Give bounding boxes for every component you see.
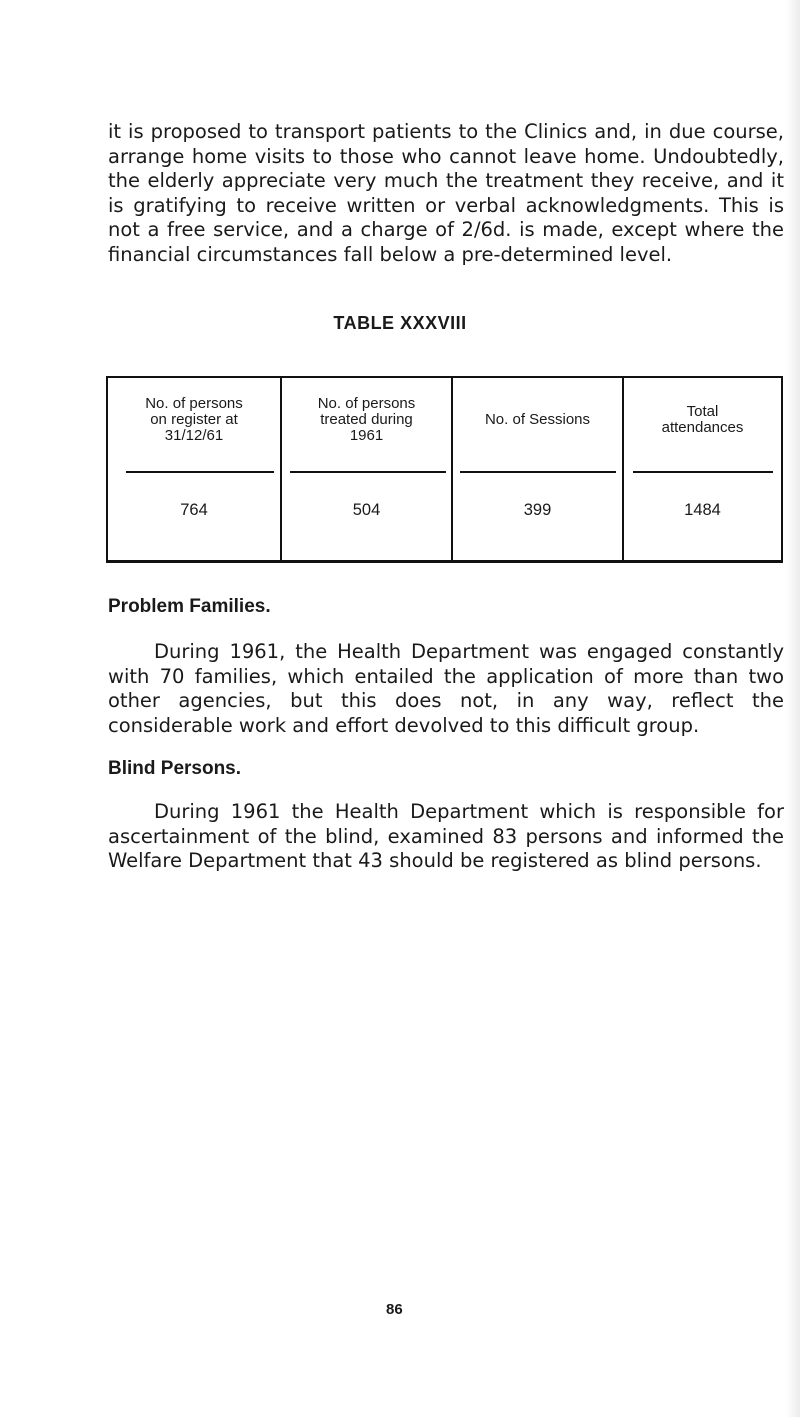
cell-sessions: 399 (523, 501, 552, 519)
cell-persons-treated: 504 (352, 501, 381, 519)
problem-families-paragraph: During 1961, the Health Department was engaged constantly with 70 families, which entailed the application of more than two other agencies, but this does not, in any way, reflect the considerable work and effort devolved to this difficult group. (108, 640, 784, 737)
statistics-table (106, 376, 783, 562)
header-underline (126, 471, 274, 473)
table-top-rule (106, 376, 783, 378)
section-heading-problem-families: Problem Families. (108, 596, 271, 617)
header-sessions: No. of Sessions (484, 411, 591, 428)
page-edge-shadow (786, 0, 800, 1417)
intro-paragraph: it is proposed to transport patients to the Clinics and, in due course, arrange home visits to those who cannot leave home. Undoubtedly, the elderly appreciate very much the treatment they receive, and it is gratifying to receive written or verbal acknowledgments. This is not a free service, and a charge of 2/6d. is made, except where the financial circumstances fall below a pre-determined level. (108, 120, 784, 266)
page-number: 86 (386, 1301, 403, 1318)
table-title: TABLE XXXVIII (333, 313, 467, 333)
header-underline (633, 471, 773, 473)
header-persons-treated: No. of persons treated during 1961 (317, 395, 416, 444)
section-heading-blind-persons: Blind Persons. (108, 758, 242, 779)
header-persons-on-register: No. of persons on register at 31/12/61 (145, 395, 243, 444)
header-underline (460, 471, 616, 473)
table-right-rule (781, 376, 783, 562)
column-divider (451, 376, 453, 562)
header-underline (290, 471, 446, 473)
header-total-attendances: Total attendances (661, 403, 744, 436)
blind-persons-paragraph: During 1961 the Health Department which is responsible for ascertainment of the blind, examined 83 persons and informed the Welfare Department that 43 should be registered as blind persons. (108, 800, 784, 873)
cell-total-attendances: 1484 (684, 501, 721, 519)
cell-persons-on-register: 764 (180, 501, 208, 519)
table-bottom-rule (106, 560, 783, 563)
